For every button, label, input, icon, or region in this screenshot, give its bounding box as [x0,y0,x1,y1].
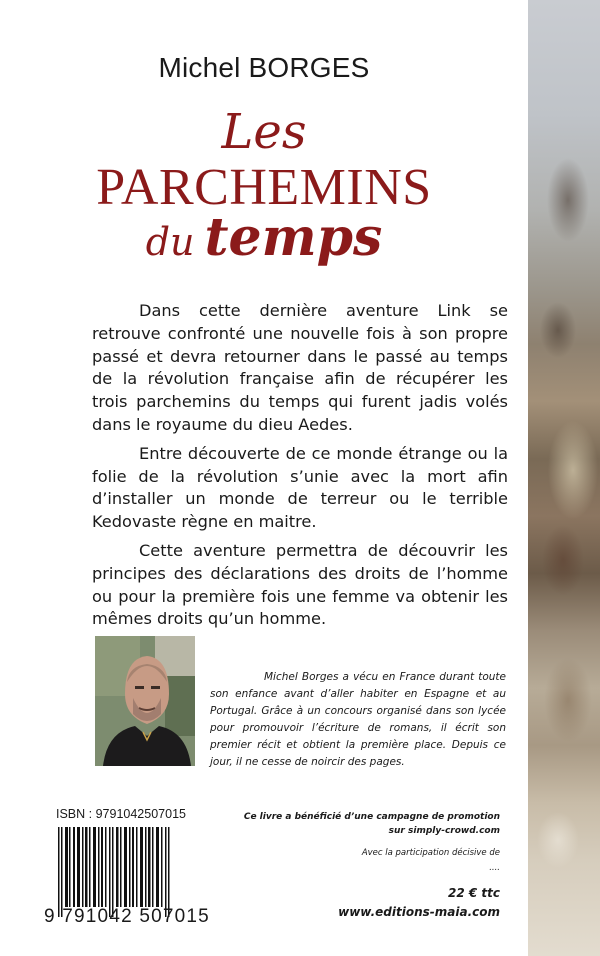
participation-text [240,846,500,876]
author-photo [95,636,195,766]
summary-paragraph: Cette aventure permettra de découvrir les principes des déclarations des droits de l’homme ou pour la première fois une femme va obtenir les mêmes droits qu’un homme. [92,540,508,629]
title-parchemins: PARCHEMINS [96,159,432,216]
barcode-image [56,827,172,917]
book-summary [92,300,508,631]
title-du: du [145,220,195,264]
author-bio [210,669,506,771]
participation-line: Avec la participation décisive de [361,848,500,858]
promo-text [240,810,500,838]
publisher-website: www.editions-maia.com [338,905,500,919]
title-du-temps [0,207,528,268]
bio-text: Michel Borges a vécu en France durant toute son enfance avant d’aller habiter en Espagne et au Portugal. Grâce à un concours organisé dans son lycée pour promouvoir l’écriture de romans, il écrit son premier récit et obtient la première place. Depuis ce jour, il ne cesse de noircir des pages. [210,671,506,768]
title-temps: temps [204,207,383,268]
promo-line: sur simply-crowd.com [388,826,500,836]
author-name: Michel BORGES [158,52,370,83]
promo-line: Ce livre a bénéficié d’une campagne de promotion [243,812,500,822]
title-les: Les [221,104,307,160]
summary-paragraph: Entre découverte de ce monde étrange ou la folie de la révolution s’unie avec la mort afin d’installer un monde de terreur ou le terrible Kedovaste règne en maitre. [92,443,508,532]
summary-paragraph: Dans cette dernière aventure Link se retrouve confronté une nouvelle fois à son propre passé et devra retourner dans le passé au temps de la révolution française afin de récupérer les trois parchemins du temps qui furent jadis volés dans le royaume du dieu Aedes. [92,301,508,434]
price-label: 22 € ttc [448,886,500,900]
isbn-label: ISBN : 9791042507015 [56,807,186,821]
participation-dots: .... [489,863,500,873]
barcode-digits: 9 791042 507015 [44,906,210,927]
cover-painting-strip [528,0,600,956]
